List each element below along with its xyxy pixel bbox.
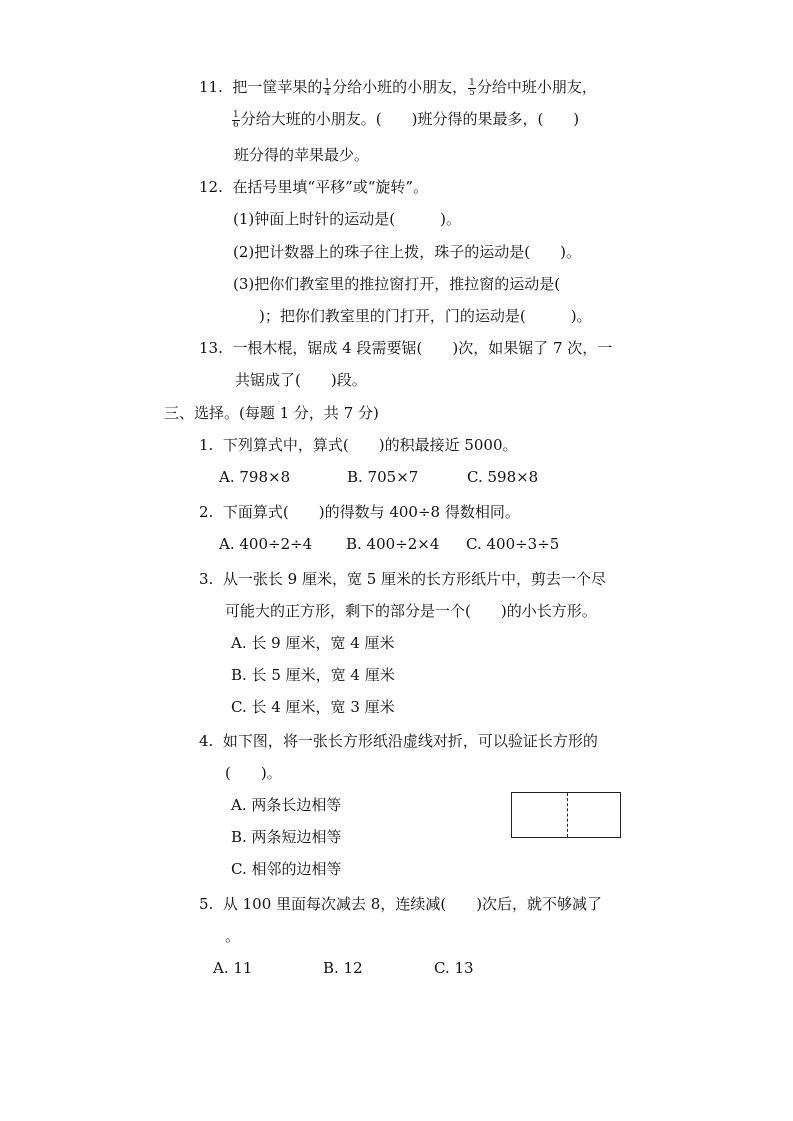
question-13-line-2: 共锯成了( )段。 (235, 371, 367, 389)
question-number: 11. (199, 78, 223, 96)
question-number: 13. (199, 339, 223, 357)
question-number: 12. (199, 178, 223, 196)
question-text: 一根木棍，锯成 4 段需要锯( )次，如果锯了 7 次，一 (232, 339, 613, 357)
section-heading: 三、选择。(每题 1 分，共 7 分) (164, 404, 379, 422)
question-number: 2. (199, 503, 214, 521)
question-12-sub-3-line-1: (3)把你们教室里的推拉窗打开，推拉窗的运动是( (233, 275, 561, 293)
question-number: 5. (199, 895, 214, 913)
fraction: $\frac{1}{6}$ (233, 109, 239, 130)
question-text: 从一张长 9 厘米，宽 5 厘米的长方形纸片中，剪去一个尽 (222, 570, 607, 588)
option-b: B. 400÷2×4 (346, 535, 440, 553)
question-12-sub-2: (2)把计数器上的珠子往上拨，珠子的运动是( )。 (233, 243, 581, 261)
option-a: A. 798×8 (219, 468, 291, 486)
option-b: B. 两条短边相等 (231, 828, 342, 846)
question-text: 从 100 里面每次减去 8，连续减( )次后，就不够减了 (222, 895, 603, 913)
option-c: C. 400÷3÷5 (466, 535, 560, 553)
question-text: 下列算式中，算式( )的积最接近 5000。 (222, 436, 518, 454)
choice-question-4-line-2: ( )。 (225, 764, 282, 782)
question-12-sub-1: (1)钟面上时针的运动是( )。 (233, 210, 461, 228)
fraction: $\frac{1}{5}$ (469, 77, 475, 98)
fraction: $\frac{1}{4}$ (324, 77, 331, 98)
question-number: 1. (199, 436, 214, 454)
question-text: 如下图，将一张长方形纸沿虚线对折，可以验证长方形的 (222, 732, 598, 750)
question-text: 分给中班小朋友， (476, 78, 597, 96)
question-12-line-1 (199, 176, 428, 198)
option-a: A. 两条长边相等 (231, 796, 342, 814)
option-b: B. 12 (323, 959, 363, 977)
option-a: A. 11 (213, 959, 253, 977)
fold-line (567, 793, 568, 837)
question-text: 分给大班的小朋友。( )班分得的果最多，( ) (240, 110, 580, 128)
question-13-line-1 (199, 337, 612, 359)
question-number: 3. (199, 570, 214, 588)
question-11-line-2 (231, 108, 579, 130)
question-12-sub-3-line-2: )；把你们教室里的门打开，门的运动是( )。 (259, 307, 592, 325)
question-11-line-1 (199, 76, 597, 98)
choice-question-3-line-2: 可能大的正方形，剩下的部分是一个( )的小长方形。 (225, 602, 597, 620)
question-11-line-3: 班分得的苹果最少。 (234, 146, 370, 164)
option-c: C. 13 (434, 959, 474, 977)
rectangle-fold-figure (511, 792, 621, 838)
option-c: C. 598×8 (467, 468, 539, 486)
choice-question-2 (199, 501, 520, 523)
option-b: B. 长 5 厘米，宽 4 厘米 (231, 666, 395, 684)
option-a: A. 长 9 厘米，宽 4 厘米 (231, 634, 395, 652)
question-text: 分给小班的小朋友， (332, 78, 468, 96)
question-text: 在括号里填“平移”或“旋转”。 (232, 178, 429, 196)
option-a: A. 400÷2÷4 (219, 535, 313, 553)
option-b: B. 705×7 (347, 468, 419, 486)
choice-question-4-line-1 (199, 730, 598, 752)
question-text: 下面算式( )的得数与 400÷8 得数相同。 (222, 503, 520, 521)
option-c: C. 相邻的边相等 (231, 860, 342, 878)
choice-question-1 (199, 434, 518, 456)
question-text: 把一筐苹果的 (232, 78, 323, 96)
question-number: 4. (199, 732, 214, 750)
choice-question-5-line-1 (199, 893, 602, 915)
choice-question-3-line-1 (199, 568, 606, 590)
choice-question-5-line-2: 。 (225, 927, 241, 945)
option-c: C. 长 4 厘米，宽 3 厘米 (231, 698, 395, 716)
